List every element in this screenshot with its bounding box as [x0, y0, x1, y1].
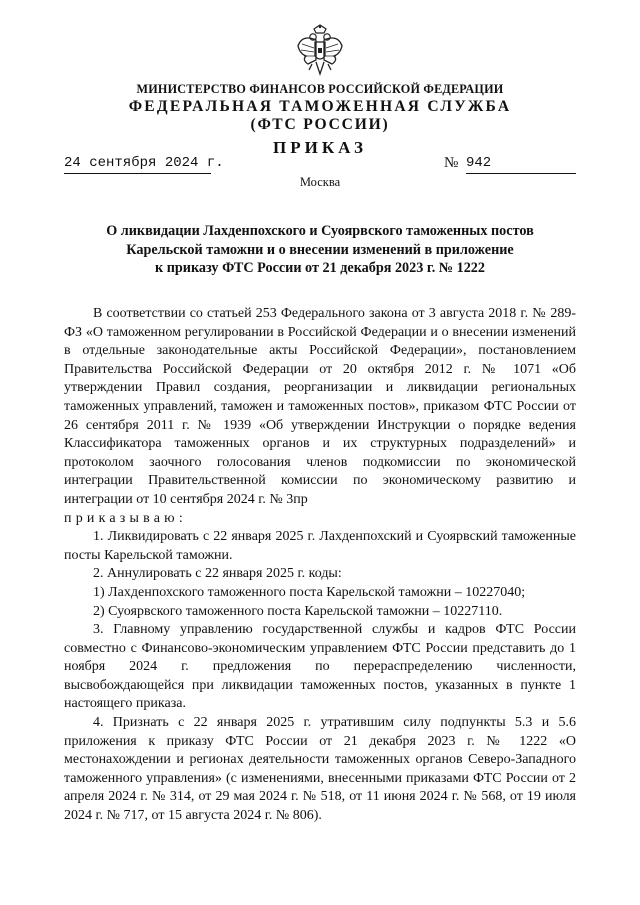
order-item: 3. Главному управлению государственной службы и кадров ФТС России совместно с Финансово-экономическим управлением ФТС России представить до 1 ноября 2024 г. предложения по перераспределению численности, высвобождающейся при ликвидации таможенных постов, указанных в пункте 1 настоящего приказа. — [64, 622, 576, 712]
ministry-heading: МИНИСТЕРСТВО ФИНАНСОВ РОССИЙСКОЙ ФЕДЕРАЦИИ — [136, 82, 504, 96]
document-title — [64, 222, 576, 278]
order-item: 2. Аннулировать с 22 января 2025 г. коды: — [93, 566, 342, 582]
number-underline — [466, 173, 576, 174]
date-underline — [64, 173, 211, 174]
order-subitem: 1) Лахденпохского таможенного поста Карельской таможни – 10227040; — [93, 584, 526, 600]
title-line: к приказу ФТС России от 21 декабря 2023 г. № 1222 — [155, 260, 485, 276]
order-date: 24 сентября 2024 г. — [64, 155, 224, 171]
title-line: О ликвидации Лахденпохского и Суоярвского таможенных постов — [106, 223, 534, 239]
title-line: Карельской таможни и о внесении изменений в приложение — [126, 241, 514, 258]
service-short-heading: (ФТС РОССИИ) — [250, 116, 390, 133]
city-label: Москва — [299, 175, 341, 189]
order-word: приказываю: — [64, 510, 187, 526]
order-item: 1. Ликвидировать с 22 января 2025 г. Лахденпохский и Суоярвский таможенные посты Карельской таможни. — [64, 529, 576, 563]
document-type-heading: ПРИКАЗ — [273, 138, 367, 157]
order-number-label: № — [444, 155, 459, 171]
order-number: 942 — [466, 155, 492, 171]
order-subitem: 2) Суоярвского таможенного поста Карельской таможни – 10227110. — [93, 603, 503, 619]
service-heading: ФЕДЕРАЛЬНАЯ ТАМОЖЕННАЯ СЛУЖБА — [128, 98, 512, 115]
order-item: 4. Признать с 22 января 2025 г. утратившим силу подпункты 5.3 и 5.6 приложения к приказу ФТС России от 21 декабря 2023 г. № 1222 «О местонахождении и регионах деятельности таможенных органов Северо-Западного таможенного управления» (с изменениями, внесенными приказами ФТС России от 2 апреля 2024 г. № 314, от 29 мая 2024 г. № 518, от 11 июня 2024 г. № 568, от 19 июля 2024 г. № 717, от 15 августа 2024 г. № 806). — [64, 715, 576, 824]
preamble-paragraph: В соответствии со статьей 253 Федерального закона от 3 августа 2018 г. № 289-ФЗ «О таможенном регулировании в Российской Федерации и о внесении изменений в отдельные законодательные акты Российской Федерации», постановлением Правительства Российской Федерации от 20 октября 2012 г. № 1071 «Об утверждении Правил создания, реорганизации и ликвидации региональных таможенных управлений, таможен и таможенных постов», приказом ФТС России от 26 сентября 2011 г. № 1939 «Об утверждении Инструкции о порядке ведения Классификатора таможенных органов и их структурных подразделений» и протоколом заочного голосования членов подкомиссии по экономической интеграции Правительственной комиссии по экономическому развитию и интеграции от 10 сентября 2024 г. № 3пр — [64, 306, 576, 507]
document-body — [64, 305, 576, 826]
coat-of-arms-emblem — [296, 24, 344, 76]
